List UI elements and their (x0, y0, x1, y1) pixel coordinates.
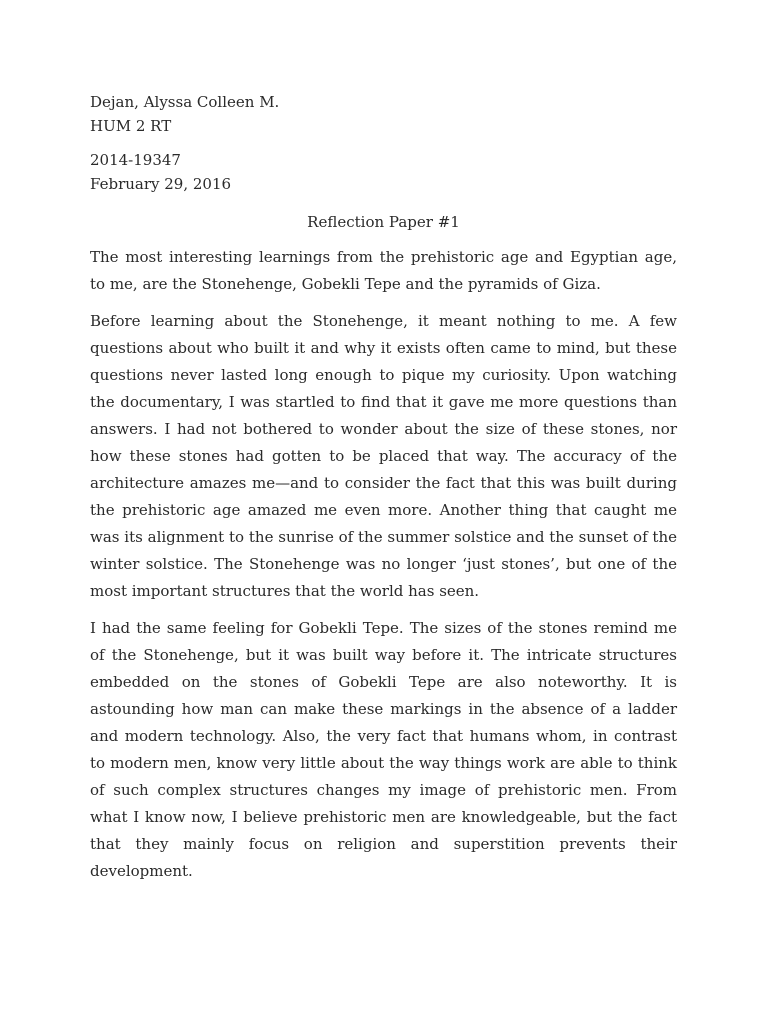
student-number: 2014-19347 (90, 151, 181, 169)
paragraph-intro: The most interesting learnings from the prehistoric age and Egyptian age, to me, are the Stonehenge, Gobekli Tepe and the pyramids of Giza. (90, 248, 677, 293)
header-spacer (90, 138, 677, 148)
paragraph-gobekli-tepe: I had the same feeling for Gobekli Tepe. The sizes of the stones remind me of the Stonehenge, but it was built way before it. The intricate structures embedded on the stones of Gobekli Tepe are also noteworthy. It is astounding how man can make these markings in the absence of a ladder and modern technology. Also, the very fact that humans whom, in contrast to modern men, know very little about the way things work are able to think of such complex structures changes my image of prehistoric men. From what I know now, I believe prehistoric men are knowledgeable, but the fact that they mainly focus on religion and superstition prevents their development. (90, 619, 677, 880)
document-page (90, 90, 677, 885)
paragraph-stonehenge: Before learning about the Stonehenge, it meant nothing to me. A few questions about who built it and why it exists often came to mind, but these questions never lasted long enough to pique my curiosity. Upon watching the documentary, I was startled to find that it gave me more questions than answers. I had not bothered to wonder about the size of these stones, nor how these stones had gotten to be placed that way. The accuracy of the architecture amazes me—and to consider the fact that this was built during the prehistoric age amazed me even more. Another thing that caught me was its alignment to the sunrise of the summer solstice and the sunset of the winter solstice. The Stonehenge was no longer ‘just stones’, but one of the most important structures that the world has seen. (90, 312, 677, 600)
author-name: Dejan, Alyssa Colleen M. (90, 93, 280, 111)
document-title: Reflection Paper #1 (307, 213, 460, 231)
document-date: February 29, 2016 (90, 175, 232, 193)
course-code: HUM 2 RT (90, 117, 172, 135)
